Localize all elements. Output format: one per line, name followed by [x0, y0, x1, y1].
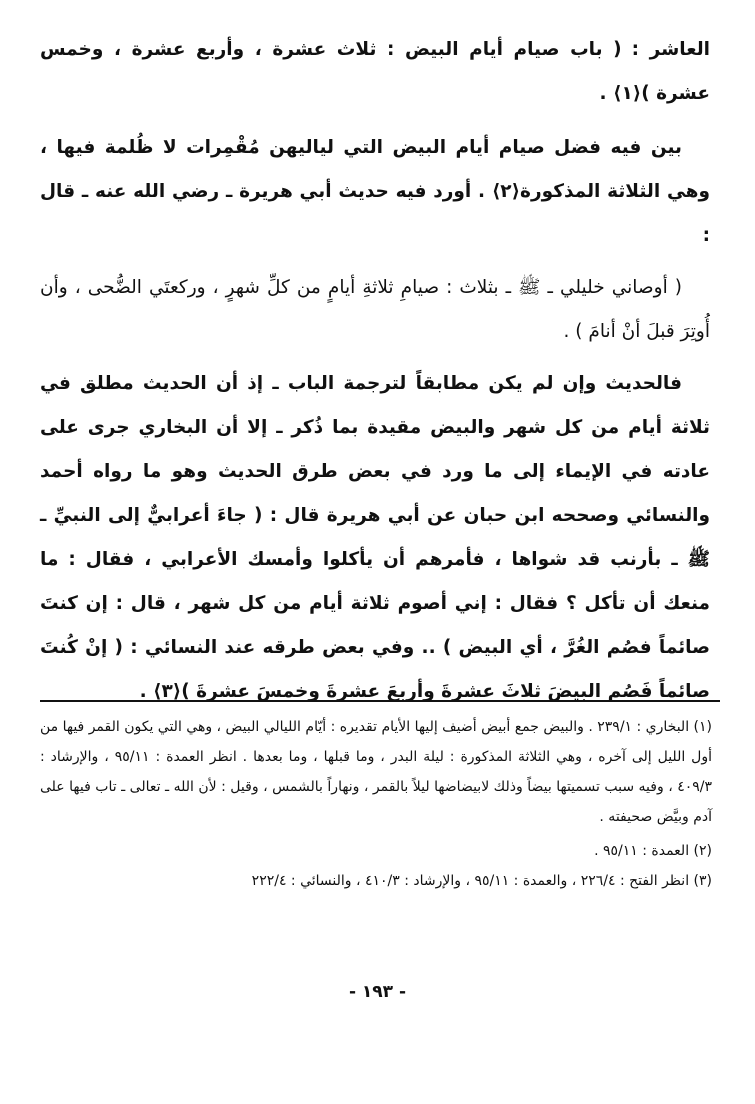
- footnote-divider: [40, 700, 720, 702]
- chapter-title: ( باب صيام أيام البيض : ثلاث عشرة ، وأربع عشرة ، وخمس عشرة )⟨١⟩ .: [40, 39, 710, 104]
- intro-paragraph: بين فيه فضل صيام أيام البيض التي لياليهن مُقْمِرات لا ظُلمة فيها ، وهي الثلاثة المذكورة⟨٢⟩ . أورد فيه حديث أبي هريرة ـ رضي الله عنه ـ قال :: [40, 137, 710, 246]
- footnotes: [40, 712, 712, 896]
- chapter-heading: [40, 28, 710, 116]
- page-number: - ١٩٣ -: [348, 982, 407, 1002]
- hadith-paragraph: ( أوصاني خليلي ـ ﷺ ـ بثلاث : صيامِ ثلاثةِ أيامٍ من كلِّ شهرٍ ، وركعتَي الضُّحى ، وأن أُوتِرَ قبلَ أنْ أنامَ ) .: [40, 277, 710, 342]
- footnote-1: (١) البخاري : ٢٣٩/١ . والبيض جمع أبيض أضيف إليها الأيام تقديره : أيّام الليالي البيض ، وهي التي يكون القمر فيها من أول الليل إلى آخره ، وهي الثلاثة المذكورة : ليلة البدر ، وما قبلها ، وما بعدها . انظر العمدة : ٩٥/١١ ، والإرشاد : ٤٠٩/٣ ، وفيه سبب تسميتها بيضاً وذلك لابيضاضها ليلاً بالقمر ، ونهاراً بالشمس ، وقيل : لأن الله ـ تعالى ـ تاب فيها على آدم وبيَّض صحيفته .: [40, 719, 712, 825]
- footnote-3: (٣) انظر الفتح : ٢٢٦/٤ ، والعمدة : ٩٥/١١ ، والإرشاد : ٤١٠/٣ ، والنسائي : ٢٢٢/٤: [251, 873, 712, 889]
- chapter-ordinal: العاشر :: [631, 39, 710, 60]
- commentary-paragraph: فالحديث وإن لم يكن مطابقاً لترجمة الباب ـ إذ أن الحديث مطلق في ثلاثة أيام من كل شهر والبيض مقيدة بما ذُكر ـ إلا أن البخاري جرى على عادته في الإيماء إلى ما ورد في بعض طرق الحديث وهو ما رواه أحمد والنسائي وصححه ابن حبان عن أبي هريرة قال : ( جاءَ أعرابيٌّ إلى النبيِّ ـ ﷺ ـ بأرنب قد شواها ، فأمرهم أن يأكلوا وأمسك الأعرابي ، فقال : ما منعك أن تأكل ؟ فقال : إني أصوم ثلاثة أيام من كل شهر ، قال : إن كنتَ صائماً فصُم الغُرَّ ، أي البيض ) .. وفي بعض طرقه عند النسائي : ( إنْ كُنتَ صائماً فَصُم البيضَ ثلاثَ عشرةَ وأربعَ عشرةَ وخمسَ عشرةَ )⟨٣⟩ .: [40, 373, 710, 702]
- main-text: [40, 28, 710, 714]
- footnote-2: (٢) العمدة : ٩٥/١١ .: [594, 843, 712, 859]
